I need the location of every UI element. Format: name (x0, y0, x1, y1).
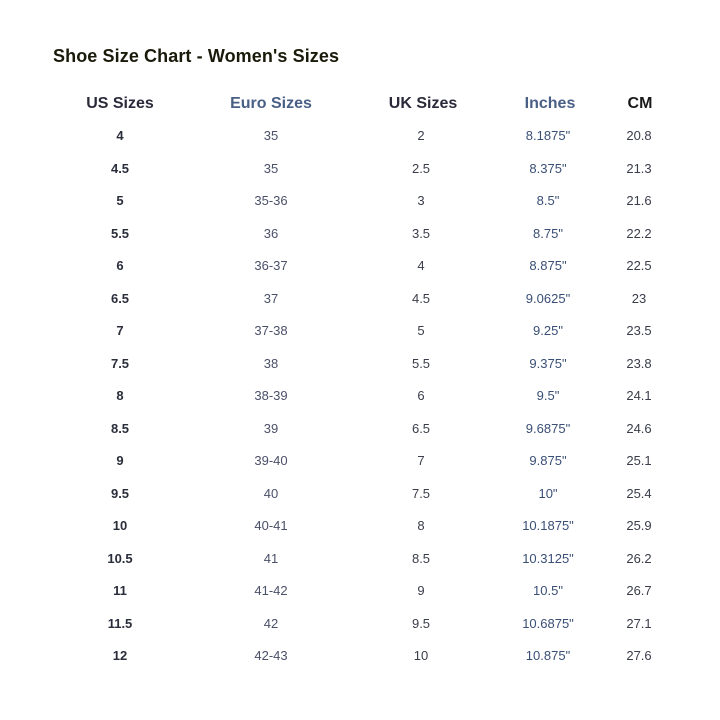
euro-size-cell: 40 (263, 485, 279, 501)
cm-cell: 25.9 (626, 518, 652, 533)
cm-cell: 27.1 (626, 615, 652, 631)
us-size-cell: 9 (116, 453, 124, 468)
header-uk-sizes: UK Sizes (388, 95, 458, 112)
uk-size-cell: 9 (417, 583, 425, 598)
inches-cell: 9.5" (536, 388, 560, 403)
euro-size-cell: 38-39 (254, 388, 288, 403)
uk-size-cell: 7 (417, 453, 425, 468)
inches-cell: 9.875" (529, 453, 567, 468)
us-size-cell: 8.5 (110, 420, 130, 436)
uk-size-cell: 2 (417, 128, 425, 143)
euro-size-cell: 41-42 (254, 583, 288, 598)
us-size-cell: 10 (112, 518, 128, 533)
header-us-sizes: US Sizes (86, 95, 154, 112)
header-cm: CM (627, 95, 653, 112)
uk-size-cell: 2.5 (411, 160, 431, 176)
euro-size-cell: 36-37 (254, 258, 288, 273)
us-size-cell: 9.5 (110, 485, 130, 501)
us-size-cell: 7.5 (110, 355, 130, 371)
euro-size-cell: 35-36 (254, 193, 288, 208)
euro-size-cell: 42-43 (254, 648, 288, 663)
us-size-cell: 4 (116, 128, 124, 143)
page-title: Shoe Size Chart - Women's Sizes (53, 46, 340, 66)
euro-size-cell: 41 (263, 550, 279, 566)
inches-cell: 8.375" (529, 160, 567, 176)
us-size-cell: 6.5 (110, 290, 130, 306)
cm-cell: 24.1 (626, 388, 652, 403)
euro-size-cell: 40-41 (254, 518, 288, 533)
uk-size-cell: 5 (417, 323, 425, 338)
cm-cell: 22.2 (626, 225, 652, 241)
inches-cell: 10.1875" (522, 518, 574, 533)
uk-size-cell: 8.5 (411, 550, 431, 566)
us-size-cell: 6 (116, 258, 124, 273)
cm-cell: 23.8 (626, 355, 652, 371)
us-size-cell: 12 (112, 648, 128, 663)
cm-cell: 21.3 (626, 160, 652, 176)
uk-size-cell: 3.5 (411, 225, 431, 241)
cm-cell: 25.1 (626, 453, 652, 468)
euro-size-cell: 35 (263, 160, 279, 176)
uk-size-cell: 5.5 (411, 355, 431, 371)
uk-size-cell: 9.5 (411, 615, 431, 631)
euro-size-cell: 37-38 (254, 323, 288, 338)
inches-cell: 9.0625" (525, 290, 571, 306)
us-size-cell: 11 (113, 583, 127, 598)
header-inches: Inches (524, 95, 576, 112)
euro-size-cell: 39-40 (254, 453, 288, 468)
cm-cell: 26.7 (626, 583, 652, 598)
cm-cell: 22.5 (626, 258, 652, 273)
inches-cell: 10.5" (533, 583, 563, 598)
us-size-cell: 10.5 (107, 550, 133, 566)
uk-size-cell: 10 (413, 648, 429, 663)
us-size-cell: 8 (116, 388, 124, 403)
uk-size-cell: 7.5 (411, 485, 431, 501)
euro-size-cell: 37 (263, 290, 279, 306)
inches-cell: 9.25" (533, 323, 563, 338)
cm-cell: 26.2 (626, 550, 652, 566)
us-size-cell: 11.5 (107, 615, 133, 631)
inches-cell: 8.75" (533, 225, 563, 241)
uk-size-cell: 6.5 (411, 420, 431, 436)
inches-cell: 8.1875" (525, 128, 571, 143)
cm-cell: 23.5 (626, 323, 652, 338)
inches-cell: 10.875" (525, 648, 571, 663)
us-size-cell: 4.5 (110, 160, 130, 176)
uk-size-cell: 6 (417, 388, 425, 403)
uk-size-cell: 3 (417, 193, 425, 208)
inches-cell: 8.5" (536, 193, 560, 208)
cm-cell: 27.6 (626, 648, 652, 663)
inches-cell: 8.875" (529, 258, 567, 273)
us-size-cell: 5.5 (110, 225, 130, 241)
uk-size-cell: 8 (417, 518, 425, 533)
cm-cell: 23 (631, 290, 647, 306)
uk-size-cell: 4.5 (411, 290, 431, 306)
uk-size-cell: 4 (417, 258, 425, 273)
euro-size-cell: 38 (263, 355, 279, 371)
us-size-cell: 7 (116, 323, 124, 338)
euro-size-cell: 36 (263, 225, 279, 241)
inches-cell: 10" (538, 485, 558, 501)
euro-size-cell: 35 (263, 128, 279, 143)
cm-cell: 20.8 (626, 128, 652, 143)
inches-cell: 10.3125" (522, 550, 574, 566)
inches-cell: 10.6875" (522, 615, 574, 631)
inches-cell: 9.375" (529, 355, 567, 371)
euro-size-cell: 39 (263, 420, 279, 436)
cm-cell: 21.6 (626, 193, 652, 208)
euro-size-cell: 42 (263, 615, 279, 631)
cm-cell: 25.4 (626, 485, 652, 501)
header-euro-sizes: Euro Sizes (230, 95, 312, 112)
cm-cell: 24.6 (626, 420, 652, 436)
us-size-cell: 5 (116, 193, 124, 208)
inches-cell: 9.6875" (525, 420, 571, 436)
